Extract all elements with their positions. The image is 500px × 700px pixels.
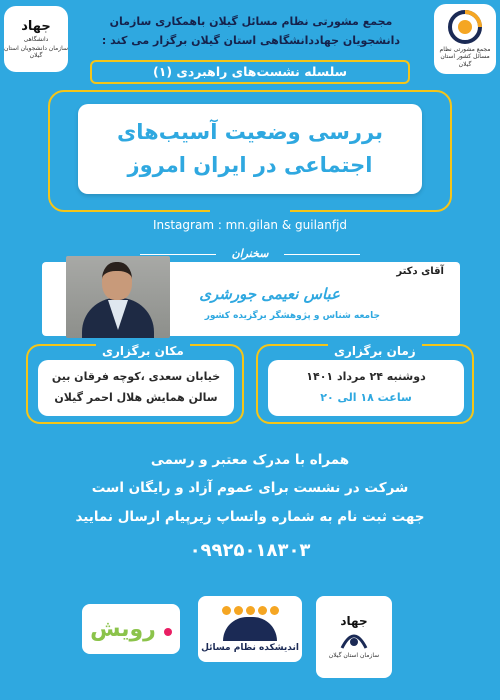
- organizer-header: [72, 12, 430, 51]
- note-line-3: جهت ثبت نام به شماره واتساپ زیرپیام ارسال نمایید: [75, 508, 425, 525]
- jahad-emblem-icon: [340, 628, 368, 650]
- jahad-logo-caption: سازمان دانشجویان استان گیلان: [4, 44, 68, 60]
- series-banner: سلسله نشست‌های راهبردی (۱): [90, 60, 410, 84]
- note-line-1: همراه با مدرک معتبر و رسمی: [150, 452, 350, 468]
- organizer-line-2: دانشجویان جهاددانشگاهی استان گیلان برگزار می کند :: [101, 34, 401, 48]
- council-logo-caption: مجمع مشورتی نظام مسائل کشور استان گیلان: [439, 46, 491, 68]
- speaker-title: آقای دکتر: [396, 266, 444, 277]
- time-line-2: ساعت ۱۸ الی ۲۰: [320, 391, 412, 404]
- rooyesh-logo-text: رویش: [90, 616, 156, 642]
- title-card: [78, 104, 422, 194]
- sun-rays-icon: [222, 606, 279, 615]
- place-card: [38, 360, 234, 416]
- title-line-2: اجتماعی در ایران امروز: [127, 153, 373, 177]
- time-label: زمان برگزاری: [328, 344, 422, 358]
- council-emblem-icon: [448, 10, 482, 44]
- time-card: [268, 360, 464, 416]
- jahad-logo-title: جهاد: [21, 18, 51, 34]
- registration-notes: [0, 446, 500, 531]
- jahad-bottom-caption: سازمان استان گیلان: [328, 652, 380, 660]
- andishkade-logo-text: اندیشکده نظام مسائل: [201, 642, 299, 653]
- council-logo: [434, 4, 496, 74]
- frame-gap: [210, 206, 290, 216]
- whatsapp-phone-number: ۰۹۹۲۵۰۱۸۳۰۳: [189, 540, 311, 561]
- instagram-handles: Instagram : mn.gilan & guilanfjd: [152, 218, 348, 232]
- rooyesh-dot-icon: [164, 628, 172, 636]
- jahad-logo-bottom: [316, 596, 392, 678]
- place-label: مکان برگزاری: [96, 344, 190, 358]
- note-line-2: شرکت در نشست برای عموم آزاد و رایگان است: [91, 480, 409, 497]
- jahad-bottom-title: جهاد: [340, 614, 368, 629]
- dome-icon: [223, 617, 277, 641]
- speaker-role: جامعه شناس و پژوهشگر برگزیده کشور: [204, 311, 380, 321]
- speaker-photo: [66, 256, 170, 338]
- place-line-1: خیابان سعدی ،کوچه فرقان بین: [51, 370, 221, 384]
- jahad-logo-top: [4, 6, 68, 72]
- speakers-label: سخنران: [231, 247, 269, 260]
- time-line-1: دوشنبه ۲۴ مرداد ۱۴۰۱: [306, 370, 426, 384]
- organizer-line-1: مجمع مشورتی نظام مسائل گیلان باهمکاری سازمان: [109, 15, 393, 28]
- title-line-1: بررسی وضعیت آسیب‌های: [117, 120, 383, 145]
- jahad-logo-subtitle: دانشگاهی: [23, 35, 49, 43]
- andishkade-logo: [198, 596, 302, 662]
- rooyesh-logo: [82, 604, 180, 654]
- place-line-2: سالن همایش هلال احمر گیلان: [54, 391, 218, 404]
- speaker-name: عباس نعیمی جورشری: [199, 285, 340, 303]
